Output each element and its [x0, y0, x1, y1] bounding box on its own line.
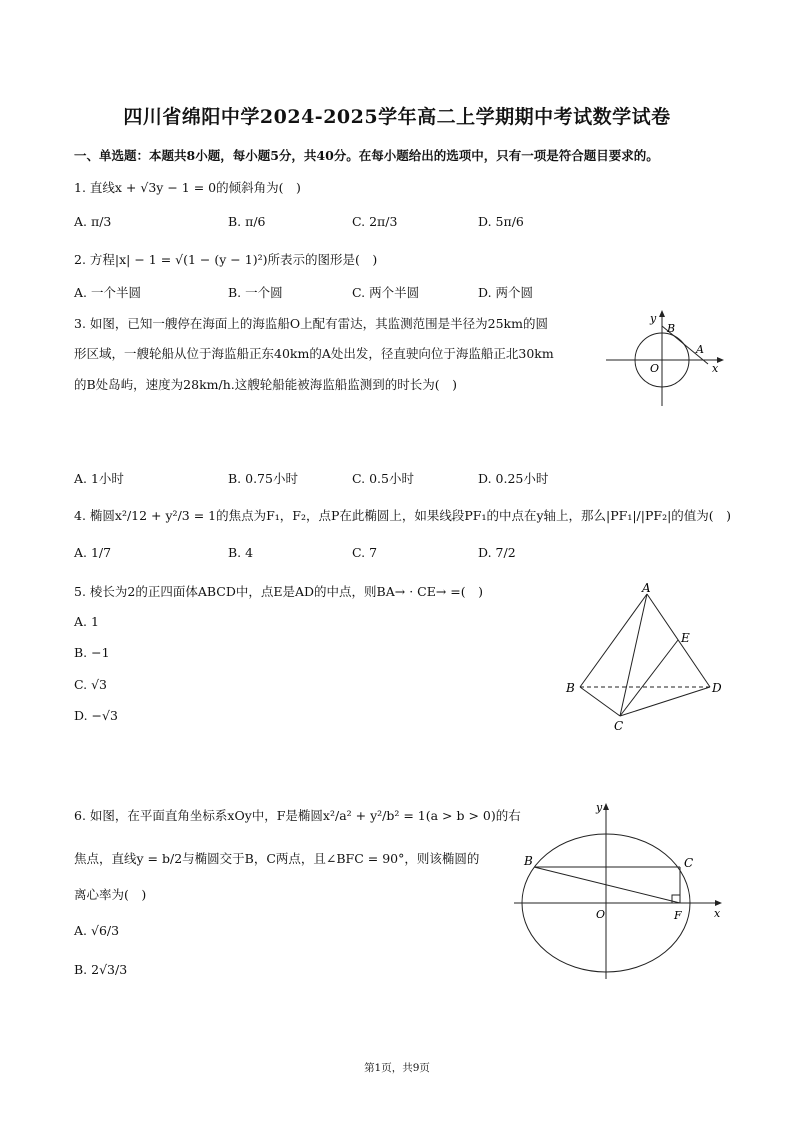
label-f: F [674, 909, 682, 922]
question-5-option-a: A. 1 [74, 614, 99, 629]
label-b: B [566, 681, 575, 695]
question-2-option-b: B. 一个圆 [228, 285, 283, 300]
question-5-option-d: D. −√3 [74, 708, 118, 723]
question-1-option-d: D. 5π/6 [478, 214, 524, 229]
x-axis-arrow [715, 900, 722, 906]
question-4-option-d: D. 7/2 [478, 545, 516, 560]
question-1-option-b: B. π/6 [228, 214, 266, 229]
question-1-option-c: C. 2π/3 [352, 214, 398, 229]
label-a: A [642, 581, 651, 595]
label-c: C [684, 856, 694, 870]
section-heading: 一、单选题：本题共8小题，每小题5分，共40分。在每小题给出的选项中，只有一项是符合题目要求的。 [74, 148, 659, 163]
question-5-option-c: C. √3 [74, 677, 107, 692]
question-3-line-2: 形区域，一艘轮船从位于海监船正东40km的A处出发，径直驶向位于海监船正北30km [74, 346, 554, 361]
question-4-option-b: B. 4 [228, 545, 254, 560]
question-1-text: 1. 直线x + √3y − 1 = 0的倾斜角为( ) [74, 180, 301, 195]
question-4-option-c: C. 7 [352, 545, 378, 560]
question-3-line-3: 的B处岛屿，速度为28km/h.这艘轮船能被海监船监测到的时长为( ) [74, 377, 458, 392]
edge-cd [620, 687, 710, 716]
y-axis-arrow [603, 803, 609, 810]
page-footer: 第1页，共9页 [364, 1062, 430, 1074]
page-title: 四川省绵阳中学2024-2025学年高二上学期期中考试数学试卷 [123, 106, 671, 128]
edge-bc [580, 687, 620, 716]
question-6-line-2: 焦点，直线y = b/2与椭圆交于B，C两点，且∠BFC = 90°，则该椭圆的 [74, 851, 480, 866]
label-y: y [650, 312, 657, 325]
label-b: B [524, 854, 533, 868]
question-2-text: 2. 方程|x| − 1 = √(1 − (y − 1)²)所表示的图形是( ) [74, 252, 378, 267]
question-3-option-b: B. 0.75小时 [228, 471, 298, 486]
label-c: C [614, 719, 624, 733]
segment-bf [534, 867, 680, 903]
question-4-option-a: A. 1/7 [74, 545, 112, 560]
label-a: A [696, 343, 704, 356]
question-6-line-1: 6. 如图，在平面直角坐标系xOy中，F是椭圆x²/a² + y²/b² = 1(a > b > 0)的右 [74, 808, 521, 823]
question-2-option-c: C. 两个半圆 [352, 285, 420, 300]
label-x: x [714, 907, 721, 920]
question-6-option-a: A. √6/3 [74, 923, 120, 938]
question-2-option-a: A. 一个半圆 [74, 285, 141, 300]
question-3-option-d: D. 0.25小时 [478, 471, 549, 486]
label-b: B [667, 322, 676, 335]
question-6-option-b: B. 2√3/3 [74, 962, 128, 977]
question-5-text: 5. 棱长为2的正四面体ABCD中，点E是AD的中点，则BA→ · CE→ =( ) [74, 584, 484, 599]
edge-ad [647, 594, 710, 687]
question-4-text: 4. 椭圆x²/12 + y²/3 = 1的焦点为F₁，F₂，点P在此椭圆上，如果线段PF₁的中点在y轴上，那么|PF₁|/|PF₂|的值为( ) [74, 508, 732, 523]
question-5-figure [560, 580, 730, 734]
question-2-option-d: D. 两个圆 [478, 285, 534, 300]
question-3-option-a: A. 1小时 [74, 471, 124, 486]
question-5-option-b: B. −1 [74, 645, 110, 660]
y-axis-arrow [659, 310, 665, 317]
question-6-line-3: 离心率为( ) [74, 887, 147, 902]
question-1-option-a: A. π/3 [74, 214, 112, 229]
label-d: D [712, 681, 722, 695]
question-3-figure [604, 306, 726, 408]
question-3-line-1: 3. 如图，已知一艘停在海面上的海监船O上配有雷达，其监测范围是半径为25km的圆 [74, 316, 548, 331]
label-y: y [596, 801, 603, 814]
label-e: E [681, 631, 690, 645]
label-x: x [712, 362, 719, 375]
label-o: O [650, 362, 660, 375]
question-3-option-c: C. 0.5小时 [352, 471, 414, 486]
question-6-figure [512, 795, 728, 983]
label-o: O [596, 908, 606, 921]
